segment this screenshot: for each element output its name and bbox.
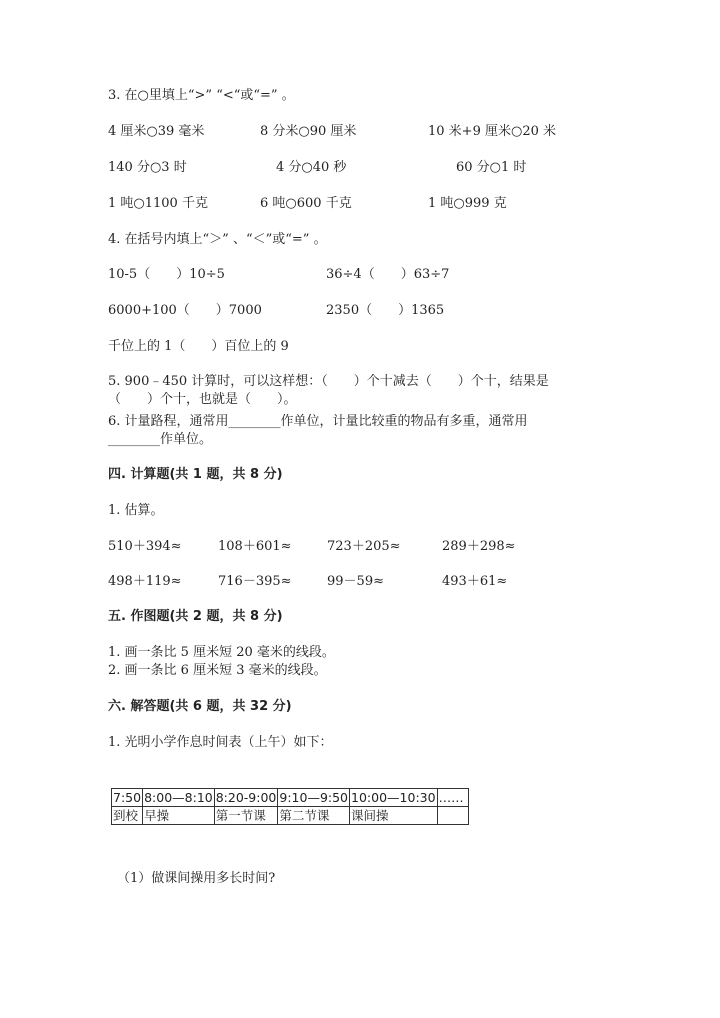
estimate-item: 498＋119≈	[108, 574, 182, 589]
estimate-item: 510＋394≈	[108, 539, 182, 554]
estimate-item: 99－59≈	[327, 574, 384, 589]
schedule-table	[111, 788, 469, 825]
q4-item: 千位上的 1（ ）百位上的 9	[108, 339, 289, 354]
q5-line: （ ）个十，也就是（ ）。	[108, 392, 297, 407]
event-cell: 课间操	[350, 807, 438, 825]
section-title: 五. 作图题(共 2 题，共 8 分)	[108, 609, 283, 624]
q3-title: 3. 在○里填上“>” “<“或“=” 。	[108, 88, 295, 103]
q3-item: 8 分米○90 厘米	[260, 124, 357, 139]
time-cell: 10:00—10:30	[351, 790, 436, 805]
q5-line: 5. 900﹣450 计算时，可以这样想：（ ）个十减去（ ）个十，结果是	[108, 374, 549, 389]
q3-item: 4 厘米○39 毫米	[108, 124, 205, 139]
event-cell	[437, 807, 468, 825]
estimate-item: 723＋205≈	[327, 539, 401, 554]
estimate-item: 108＋601≈	[218, 539, 292, 554]
event-cell: 第一节课	[214, 807, 278, 825]
time-cell: 9:10—9:50	[279, 790, 349, 805]
estimate-item: 289＋298≈	[442, 539, 516, 554]
q3-item: 1 吨○999 克	[428, 196, 507, 211]
q3-item: 140 分○3 时	[108, 160, 187, 175]
time-cell: 7:50	[113, 790, 142, 805]
section-title: 四. 计算题(共 1 题，共 8 分)	[108, 467, 283, 482]
q4-item: 36÷4（ ）63÷7	[326, 267, 450, 282]
question: 1. 光明小学作息时间表（上午）如下：	[108, 735, 333, 750]
time-cell: 8:00—8:10	[144, 790, 213, 805]
drawing-task: 2. 画一条比 6 厘米短 3 毫米的线段。	[108, 663, 327, 678]
time-cell: 8:20-9:00	[215, 790, 277, 805]
drawing-task: 1. 画一条比 5 厘米短 20 毫米的线段。	[108, 645, 335, 660]
event-cell: 早操	[143, 807, 215, 825]
q6-line: ________作单位。	[108, 432, 213, 447]
sub-question: （1）做课间操用多长时间?	[117, 871, 276, 886]
q3-item: 10 米+9 厘米○20 米	[428, 124, 556, 139]
event-cell: 第二节课	[278, 807, 350, 825]
q4-item: 6000+100（ ）7000	[108, 303, 262, 318]
q3-item: 6 吨○600 千克	[260, 196, 352, 211]
q3-item: 60 分○1 时	[456, 160, 527, 175]
time-cell: ……	[437, 789, 468, 807]
q4-item: 10-5（ ）10÷5	[108, 267, 225, 282]
q4-title: 4. 在括号内填上“＞” 、“＜”或“=” 。	[108, 232, 327, 247]
estimate-item: 716－395≈	[218, 574, 292, 589]
q3-item: 1 吨○1100 千克	[108, 196, 208, 211]
q6-line: 6. 计量路程，通常用________作单位，计量比较重的物品有多重，通常用	[108, 414, 528, 429]
estimate-item: 493＋61≈	[442, 574, 508, 589]
event-cell: 到校	[112, 807, 143, 825]
question: 1. 估算。	[108, 503, 164, 518]
q3-item: 4 分○40 秒	[276, 160, 347, 175]
table-row	[112, 807, 469, 825]
section-title: 六. 解答题(共 6 题，共 32 分)	[108, 699, 292, 714]
table-row	[112, 789, 469, 807]
q4-item: 2350（ ）1365	[326, 303, 445, 318]
